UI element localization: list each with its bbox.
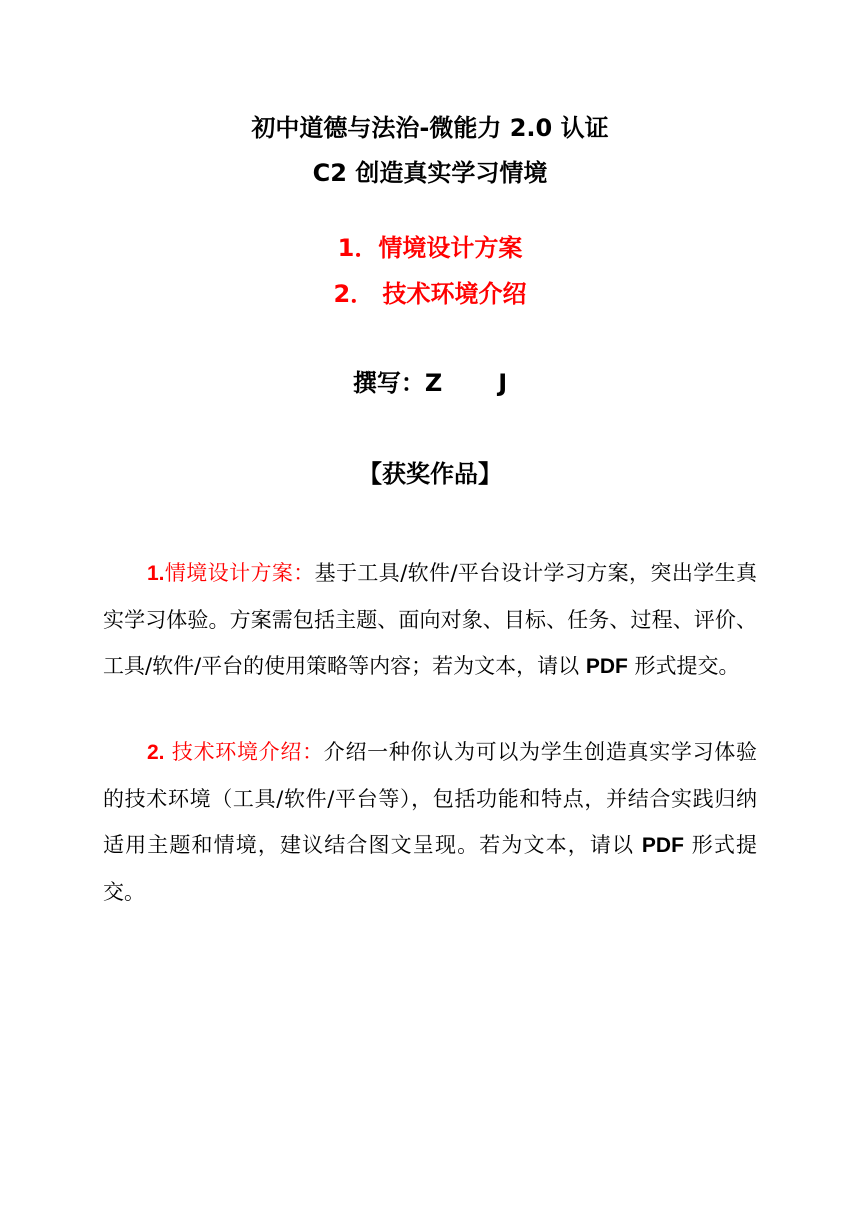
paragraph-1-lead (147, 561, 315, 585)
item-heading-2: 2． 技术环境介绍 (333, 280, 527, 308)
paragraph-1 (103, 550, 757, 690)
paragraph-1-pdf: PDF (585, 655, 628, 678)
paragraph-1-number: 1. (147, 562, 165, 585)
doc-subtitle: C2 创造真实学习情境 (312, 159, 548, 187)
paragraph-2-number: 2. (147, 741, 165, 764)
paragraph-1-heading: 情境设计方案： (164, 561, 315, 585)
author-label: 撰写：Z (352, 369, 443, 397)
author-name-tail: J (498, 369, 508, 397)
paragraph-1-text: 基于工具/软件/平台设计学习方案，突出学生真实学习体验。方案需包括主题、面向对象、目标、任务、过程、评价、工具/软件/平台的使用策略等内容；若为文本，请以 (103, 561, 757, 678)
paragraph-2-pdf: PDF (641, 834, 684, 857)
paragraph-2 (103, 729, 757, 915)
paragraph-2-text: 介绍一种你认为可以为学生创造真实学习体验的技术环境（工具/软件/平台等），包括功能和特点，并结合实践归纳适用主题和情境，建议结合图文呈现。若为文本，请以 (103, 740, 757, 857)
award-label: 【获奖作品】 (358, 460, 502, 488)
paragraph-1-text-end: 形式提交。 (627, 654, 740, 678)
author-line (0, 364, 860, 402)
paragraph-2-text-end: 形式提交。 (103, 833, 757, 904)
paragraph-2-heading: 技术环境介绍： (164, 740, 324, 764)
item-heading-1: 1．情境设计方案 (337, 234, 523, 262)
paragraph-2-lead (147, 740, 324, 764)
doc-title: 初中道德与法治-微能力 2.0 认证 (251, 114, 609, 142)
